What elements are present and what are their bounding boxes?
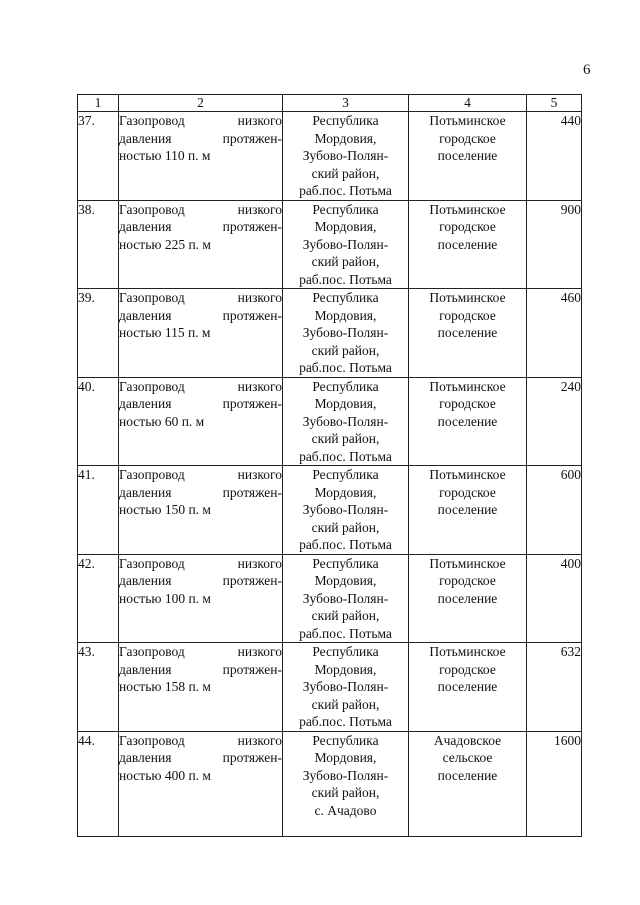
object-name-word: протяжен- xyxy=(222,661,282,677)
location-line: Зубово-Полян- xyxy=(302,413,389,429)
location-line: Мордовия, xyxy=(314,661,377,677)
municipality-line: городское xyxy=(439,130,496,146)
value-cell: 400 xyxy=(527,554,582,643)
municipality xyxy=(409,289,527,378)
object-location xyxy=(283,466,409,555)
municipality-line: поселение xyxy=(437,148,498,163)
location-line: раб.пос. Потьма xyxy=(299,448,392,464)
object-name-word: ностью 225 п. м xyxy=(119,236,211,252)
municipality xyxy=(409,200,527,289)
table-row xyxy=(78,643,582,732)
location-line: Мордовия, xyxy=(314,219,377,234)
object-name-line xyxy=(119,218,282,236)
row-number: 43. xyxy=(78,643,119,732)
location-line: Республика xyxy=(312,555,379,571)
municipality-line: Потьминское xyxy=(429,644,506,659)
object-name-word: давления xyxy=(119,573,172,588)
object-name xyxy=(119,289,283,378)
value-cell: 1600 xyxy=(527,731,582,836)
municipality-line: поселение xyxy=(437,325,498,340)
municipality-line: поселение xyxy=(437,502,498,517)
object-name-line xyxy=(119,466,282,484)
object-name-word: низкого xyxy=(237,732,282,748)
location-line: раб.пос. Потьма xyxy=(299,183,392,198)
object-name-line xyxy=(119,732,282,750)
object-name-line xyxy=(119,678,282,696)
row-number: 41. xyxy=(78,466,119,555)
municipality-line: Потьминское xyxy=(429,290,506,305)
location-line: с. Ачадово xyxy=(314,802,377,818)
object-location xyxy=(283,377,409,466)
object-name-line xyxy=(119,324,282,342)
municipality-line: городское xyxy=(439,307,496,323)
object-name-word: давления xyxy=(119,750,172,765)
location-line: Республика xyxy=(312,113,379,128)
row-number: 38. xyxy=(78,200,119,289)
table-row xyxy=(78,731,582,836)
object-name xyxy=(119,643,283,732)
object-name xyxy=(119,466,283,555)
object-name-word: Газопровод xyxy=(119,732,185,748)
object-name-line xyxy=(119,201,282,219)
row-number: 40. xyxy=(78,377,119,466)
location-line: Зубово-Полян- xyxy=(302,679,389,694)
location-line: ский район, xyxy=(311,696,380,712)
location-line: Республика xyxy=(312,201,379,217)
page-number: 6 xyxy=(583,62,591,78)
table-row xyxy=(78,554,582,643)
location-line: раб.пос. Потьма xyxy=(299,537,392,552)
object-name-word: протяжен- xyxy=(222,130,282,146)
location-line: раб.пос. Потьма xyxy=(299,714,392,729)
header-row xyxy=(78,95,582,112)
object-name xyxy=(119,112,283,201)
object-name-word: низкого xyxy=(237,644,282,659)
location-line: ский район, xyxy=(311,519,380,535)
object-name-word: ностью 100 п. м xyxy=(119,590,211,606)
location-line: Республика xyxy=(312,290,379,305)
municipality-line: городское xyxy=(439,396,496,411)
table-row xyxy=(78,200,582,289)
object-location xyxy=(283,200,409,289)
object-name-word: Газопровод xyxy=(119,290,185,305)
object-name-word: Газопровод xyxy=(119,467,185,482)
object-location xyxy=(283,643,409,732)
location-line: Мордовия, xyxy=(314,484,377,500)
table-row xyxy=(78,377,582,466)
location-line: Республика xyxy=(312,378,379,394)
location-line: раб.пос. Потьма xyxy=(299,271,392,287)
object-name-line xyxy=(119,112,282,130)
location-line: Республика xyxy=(312,467,379,482)
municipality-line: поселение xyxy=(437,590,498,606)
object-location xyxy=(283,731,409,836)
object-name-word: низкого xyxy=(237,201,282,217)
location-line: Мордовия, xyxy=(314,573,377,588)
value-cell: 460 xyxy=(527,289,582,378)
value-cell: 440 xyxy=(527,112,582,201)
header-cell-3: 3 xyxy=(283,95,409,112)
municipality-line: поселение xyxy=(437,413,498,429)
object-name-word: ностью 158 п. м xyxy=(119,679,211,694)
municipality-line: Потьминское xyxy=(429,113,506,128)
municipality xyxy=(409,554,527,643)
location-line: раб.пос. Потьма xyxy=(299,360,392,375)
object-name-line xyxy=(119,749,282,767)
header-cell-4: 4 xyxy=(409,95,527,112)
object-name-line xyxy=(119,555,282,573)
header-cell-5: 5 xyxy=(527,95,582,112)
value-cell: 900 xyxy=(527,200,582,289)
municipality-line: городское xyxy=(439,661,496,677)
object-name-word: Газопровод xyxy=(119,201,185,217)
object-name xyxy=(119,554,283,643)
object-name-word: ностью 150 п. м xyxy=(119,502,211,517)
object-name xyxy=(119,200,283,289)
location-line: Мордовия, xyxy=(314,307,377,323)
municipality xyxy=(409,466,527,555)
row-number: 44. xyxy=(78,731,119,836)
object-name xyxy=(119,731,283,836)
location-line: ский район, xyxy=(311,431,380,446)
object-name-line xyxy=(119,661,282,679)
object-name-line xyxy=(119,147,282,165)
location-line: ский район, xyxy=(311,785,380,800)
row-number: 39. xyxy=(78,289,119,378)
row-number: 37. xyxy=(78,112,119,201)
value-cell: 240 xyxy=(527,377,582,466)
object-name-line xyxy=(119,413,282,431)
object-name-word: протяжен- xyxy=(222,573,282,588)
object-name-line xyxy=(119,378,282,396)
value-cell: 632 xyxy=(527,643,582,732)
object-name-word: Газопровод xyxy=(119,644,185,659)
table-row xyxy=(78,466,582,555)
object-name-word: протяжен- xyxy=(222,750,282,765)
location-line: ский район, xyxy=(311,165,380,181)
municipality-line: поселение xyxy=(437,767,498,783)
location-line: ский район, xyxy=(311,608,380,623)
municipality xyxy=(409,731,527,836)
municipality xyxy=(409,377,527,466)
row-number: 42. xyxy=(78,554,119,643)
municipality-line: Потьминское xyxy=(429,555,506,571)
table-row xyxy=(78,289,582,378)
object-name-word: протяжен- xyxy=(222,484,282,500)
municipality-line: сельское xyxy=(442,750,493,765)
municipality-line: городское xyxy=(439,573,496,588)
table-row xyxy=(78,112,582,201)
object-name-line xyxy=(119,590,282,608)
location-line: ский район, xyxy=(311,254,380,269)
object-name-word: ностью 110 п. м xyxy=(119,148,211,163)
location-line: Зубово-Полян- xyxy=(302,590,389,606)
location-line: Зубово-Полян- xyxy=(302,325,389,340)
object-name xyxy=(119,377,283,466)
header-cell-2: 2 xyxy=(119,95,283,112)
location-line: Зубово-Полян- xyxy=(302,236,389,252)
object-name-line xyxy=(119,236,282,254)
object-name-word: ностью 115 п. м xyxy=(119,325,211,340)
location-line: Зубово-Полян- xyxy=(302,502,389,517)
municipality-line: Потьминское xyxy=(429,467,506,482)
object-name-word: Газопровод xyxy=(119,113,185,128)
municipality-line: городское xyxy=(439,219,496,234)
location-line: раб.пос. Потьма xyxy=(299,625,392,641)
municipality-line: Потьминское xyxy=(429,201,506,217)
location-line: Зубово-Полян- xyxy=(302,148,389,163)
object-name-word: низкого xyxy=(237,378,282,394)
object-name-word: Газопровод xyxy=(119,555,185,571)
location-line: Зубово-Полян- xyxy=(302,767,389,783)
location-line: ский район, xyxy=(311,342,380,358)
object-name-word: низкого xyxy=(237,555,282,571)
object-location xyxy=(283,554,409,643)
object-location xyxy=(283,112,409,201)
object-name-line xyxy=(119,307,282,325)
object-name-word: Газопровод xyxy=(119,378,185,394)
location-line: Республика xyxy=(312,732,379,748)
location-line: Мордовия, xyxy=(314,130,377,146)
object-name-word: низкого xyxy=(237,467,282,482)
object-name-line xyxy=(119,484,282,502)
municipality xyxy=(409,112,527,201)
municipality-line: Ачадовское xyxy=(433,732,502,748)
object-name-line xyxy=(119,130,282,148)
municipality-line: городское xyxy=(439,484,496,500)
object-name-line xyxy=(119,643,282,661)
object-name-line xyxy=(119,501,282,519)
municipality-line: Потьминское xyxy=(429,378,506,394)
table-body xyxy=(78,112,582,837)
object-name-word: давления xyxy=(119,307,172,323)
object-name-word: низкого xyxy=(237,290,282,305)
property-table xyxy=(77,94,582,837)
location-line: Мордовия, xyxy=(314,750,377,765)
object-name-word: низкого xyxy=(237,113,282,128)
object-name-word: ностью 400 п. м xyxy=(119,767,211,783)
object-name-word: давления xyxy=(119,396,172,411)
object-name-word: ностью 60 п. м xyxy=(119,413,205,429)
municipality-line: поселение xyxy=(437,679,498,694)
object-name-word: протяжен- xyxy=(222,307,282,323)
object-name-word: протяжен- xyxy=(222,396,282,411)
municipality-line: поселение xyxy=(437,236,498,252)
object-name-word: давления xyxy=(119,219,172,234)
object-name-word: давления xyxy=(119,484,172,500)
object-name-line xyxy=(119,289,282,307)
object-name-line xyxy=(119,767,282,785)
municipality xyxy=(409,643,527,732)
object-name-line xyxy=(119,572,282,590)
value-cell: 600 xyxy=(527,466,582,555)
object-name-line xyxy=(119,395,282,413)
location-line: Мордовия, xyxy=(314,396,377,411)
object-name-word: давления xyxy=(119,661,172,677)
header-cell-1: 1 xyxy=(78,95,119,112)
object-name-word: давления xyxy=(119,130,172,146)
location-line: Республика xyxy=(312,644,379,659)
object-location xyxy=(283,289,409,378)
object-name-word: протяжен- xyxy=(222,219,282,234)
